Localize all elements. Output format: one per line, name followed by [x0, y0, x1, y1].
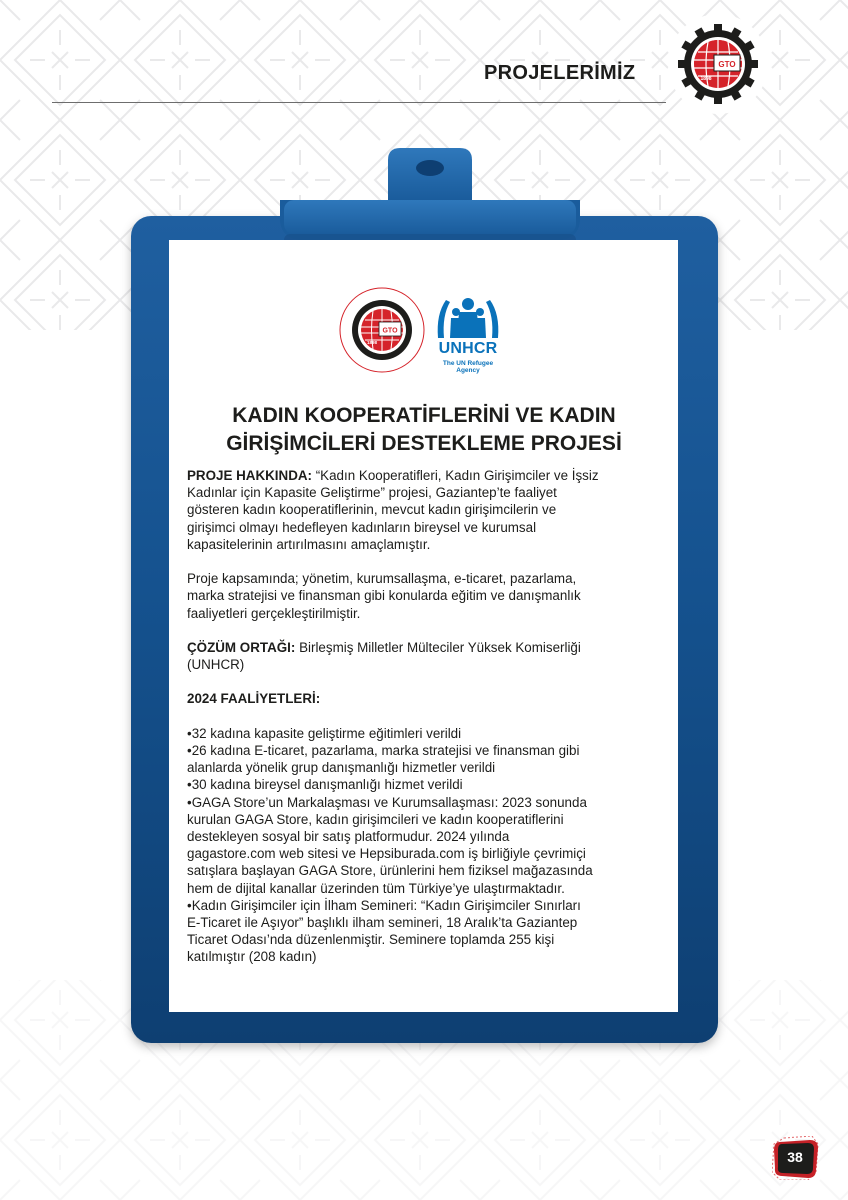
activity-line: satışlara başlayan GAGA Store, ürünlerini hem fiziksel mağazasında: [187, 863, 593, 879]
activity-line: gagastore.com web sitesi ve Hepsiburada.com iş birliğiyle çevrimiçi: [187, 846, 586, 862]
activity-line: •26 kadına E-ticaret, pazarlama, marka stratejisi ve finansman gibi: [187, 743, 580, 758]
activity-line: hem de dijital kanallar üzerinden tüm Türkiye’ye ulaştırmaktadır.: [187, 880, 565, 896]
activity-line: •GAGA Store’un Markalaşması ve Kurumsallaşması: 2023 sonunda: [187, 794, 587, 810]
project-body: [187, 467, 663, 965]
header-divider: [52, 102, 666, 103]
page-number-badge: [772, 1136, 820, 1180]
partner-first-line: [187, 639, 663, 656]
activity-line: •30 kadına bireysel danışmanlığı hizmet verildi: [187, 777, 463, 793]
partner-text: Birleşmiş Milletler Mülteciler Yüksek Komiserliği: [295, 639, 581, 655]
activity-line: E-Ticaret ile Aşıyor” başlıklı ilham semineri, 18 Aralık’ta Gaziantep: [187, 914, 578, 930]
gto-logo-small: [338, 286, 426, 374]
partner-line: (UNHCR): [187, 657, 245, 673]
unhcr-logo: [432, 294, 514, 374]
unhcr-emblem-icon: [432, 294, 504, 340]
about-line: Kadınlar için Kapasite Geliştirme” projesi, Gaziantep’te faaliyet: [187, 485, 557, 501]
scope-line: faaliyetleri gerçekleştirilmiştir.: [187, 605, 361, 621]
svg-text:1898: 1898: [366, 340, 378, 345]
about-line: kapasitelerinin artırılmasını amaçlamıştır.: [187, 536, 431, 552]
activity-line: •Kadın Girişimciler için İlham Semineri: “Kadın Girişimciler Sınırları: [187, 897, 581, 913]
about-text: “Kadın Kooperatifleri, Kadın Girişimciler ve İşsiz: [312, 468, 599, 483]
svg-text:1898: 1898: [700, 76, 712, 82]
activity-line: Ticaret Odası’nda düzenlenmiştir. Seminere toplamda 255 kişi: [187, 932, 555, 948]
about-line: gösteren kadın kooperatiflerinin, mevcut kadın girişimcilerin ve: [187, 502, 557, 518]
partner-logos: [338, 286, 518, 376]
activity-line: •32 kadına kapasite geliştirme eğitimleri verildi: [187, 725, 462, 741]
activities-heading: [187, 690, 663, 707]
activity-line: destekleyen sosyal bir satış platformudur. 2024 yılında: [187, 828, 510, 844]
partner-label: ÇÖZÜM ORTAĞI:: [187, 639, 296, 655]
scope-line: marka stratejisi ve finansman gibi konularda eğitim ve danışmanlık: [187, 588, 581, 604]
activity-line: katılmıştır (208 kadın): [187, 949, 317, 965]
scope-line: Proje kapsamında; yönetim, kurumsallaşma, e-ticaret, pazarlama,: [187, 571, 577, 587]
unhcr-name: UNHCR: [438, 340, 498, 357]
project-title-line: KADIN KOOPERATİFLERİNİ VE KADIN: [232, 404, 616, 427]
about-first-line: [187, 467, 663, 484]
about-line: girişimci olmayı hedefleyen kadınların bireysel ve kurumsal: [187, 519, 537, 535]
activity-line: alanlarda yönelik grup danışmanlığı hizmetler verildi: [187, 760, 496, 776]
project-title-line: GİRİŞİMCİLERİ DESTEKLEME PROJESİ: [226, 432, 622, 455]
gto-logo: [666, 12, 770, 116]
section-title: PROJELERİMİZ: [484, 62, 636, 84]
svg-text:GTO: GTO: [382, 327, 398, 335]
unhcr-tagline: The UN Refugee Agency: [442, 360, 494, 374]
activities-heading-text: 2024 FAALİYETLERİ:: [187, 691, 321, 707]
page-number: 38: [787, 1149, 803, 1165]
project-title: [180, 402, 668, 458]
activity-line: kurulan GAGA Store, kadın girişimcileri ve kadın kooperatiflerini: [187, 811, 564, 827]
svg-text:GTO: GTO: [718, 60, 736, 69]
about-label: PROJE HAKKINDA:: [187, 468, 312, 483]
